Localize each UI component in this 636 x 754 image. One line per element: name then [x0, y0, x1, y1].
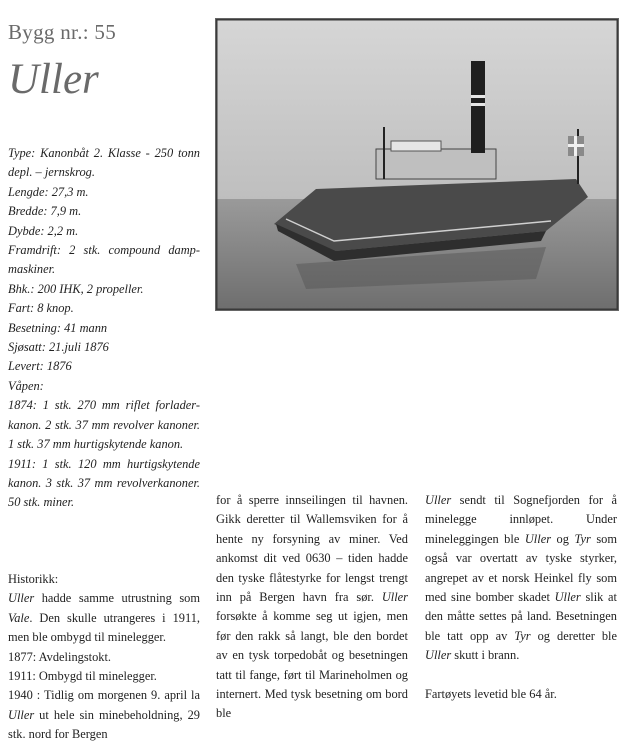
spec-type: Type: Kanonbåt 2. Klasse - 250 tonn depl. – jernskrog.: [8, 146, 200, 180]
gunboat-illustration: [216, 19, 618, 310]
spec-weapons-1874: 1874: 1 stk. 270 mm riflet forlader-kanon. 2 stk. 37 mm revolver kanoner. 1 stk. 37 mm hurtigskytende kanon.: [8, 398, 200, 452]
history-column-right: [425, 491, 617, 704]
history-paragraph: Uller hadde samme utrustning som Vale. Den skulle utrangeres i 1911, men ble ombygd til minelegger.: [8, 591, 200, 645]
history-column-middle: [216, 491, 408, 724]
spec-beam: Bredde: 7,9 m.: [8, 204, 82, 219]
spec-list: [8, 144, 200, 513]
spec-speed: Fart: 8 knop.: [8, 301, 74, 316]
spec-launched: Sjøsatt: 21.juli 1876: [8, 340, 109, 355]
history-1877: 1877: Avdelingstokt.: [8, 649, 112, 664]
ship-photo: [215, 18, 619, 311]
lifetime-note: Fartøyets levetid ble 64 år.: [425, 687, 557, 702]
spec-weapons-heading: Våpen:: [8, 378, 44, 393]
spec-length: Lengde: 27,3 m.: [8, 184, 89, 199]
spec-depth: Dybde: 2,2 m.: [8, 223, 79, 238]
build-number: Bygg nr.: 55: [8, 20, 117, 44]
history-1940-continued: for å sperre innseilingen til havnen. Gikk deretter til Wallemsviken for å hente ny forsyning av miner. Ved ankomst dit ved 0630 – tiden hadde den tyske flåtestyrke for lengst trengt inn på Bergen havn fra sør. Uller forsøkte å komme seg ut igjen, men før den rakk så langt, ble den bordet av en tysk torpedobåt og besetningen tatt til fange, ført til Marineholmen og internert. Med tysk besetning om bord ble: [216, 493, 408, 721]
history-1911: 1911: Ombygd til minelegger.: [8, 669, 157, 684]
history-1940: 1940 : Tidlig om morgenen 9. april la Uller ut hele sin minebeholdning, 29 stk. nord for Bergen: [8, 688, 200, 742]
spec-delivered: Levert: 1876: [8, 359, 72, 374]
spec-weapons-1911: 1911: 1 stk. 120 mm hurtigskytende kanon. 3 stk. 37 mm revolverkanoner. 50 stk. miner.: [8, 456, 200, 510]
history-column-left: [8, 570, 200, 745]
history-sognefjord: Uller sendt til Sognefjorden for å minelegge innløpet. Under mineleggingen ble Uller og Tyr som også var overtatt av tyske styrker, angrepet av et norsk Heinkel fly som med sine bomber skadet Uller slik at den måtte settes på land. Besetningen ble tatt opp av Tyr og deretter ble Uller skutt i brann.: [425, 493, 617, 663]
history-heading: Historikk:: [8, 572, 59, 586]
ship-name: Uller: [8, 56, 99, 103]
spec-crew: Besetning: 41 mann: [8, 320, 108, 335]
spec-power: Bhk.: 200 IHK, 2 propeller.: [8, 281, 144, 296]
spec-propulsion: Framdrift: 2 stk. compound damp-maskiner.: [8, 243, 200, 277]
